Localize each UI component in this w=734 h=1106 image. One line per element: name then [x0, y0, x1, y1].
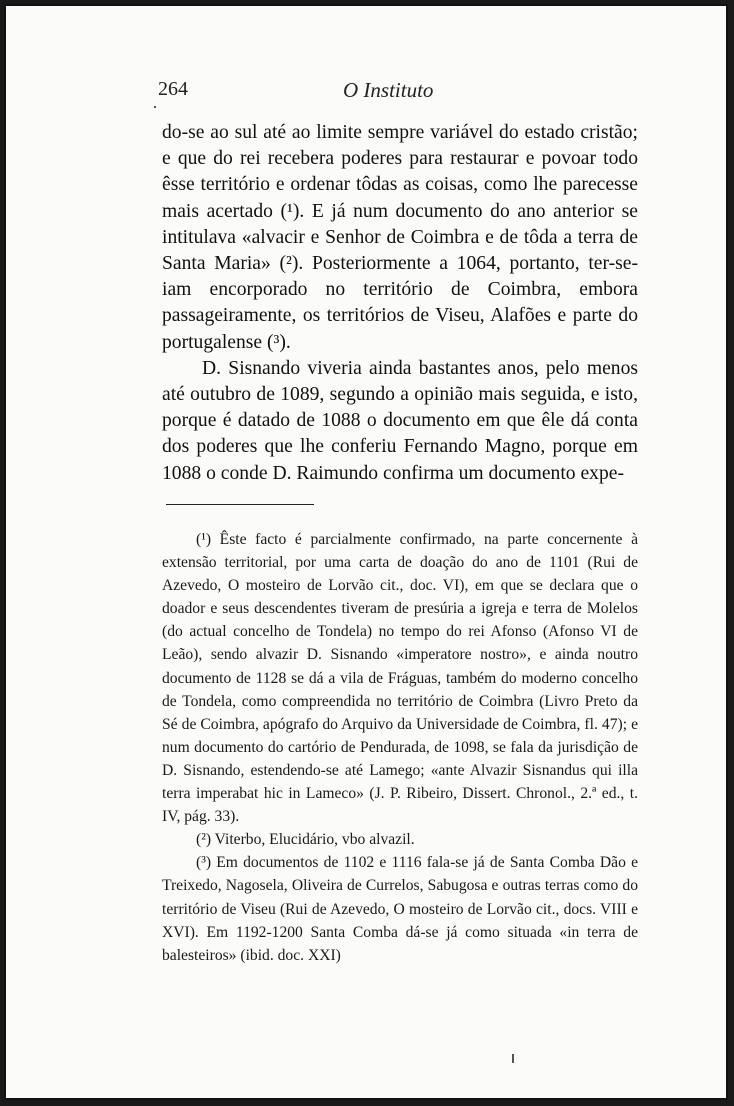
- book-page: [4, 4, 728, 1100]
- footnotes: [162, 528, 638, 967]
- ink-speck: [512, 1054, 514, 1063]
- running-title: O Instituto: [343, 78, 434, 102]
- footnote-separator: [166, 504, 314, 505]
- main-text: [162, 120, 638, 487]
- page-header: [158, 78, 638, 106]
- body-paragraph: do-se ao sul até ao limite sempre variável do estado cristão; e que do rei recebera poderes para restaurar e povoar todo êsse território e ordenar tôdas as coisas, como lhe parecesse mais acertado (¹). E já num documento do ano anterior se intitulava «alvacir e Senhor de Coimbra e de tôda a terra de Santa Maria» (²). Posteriormente a 1064, portanto, ter-se-iam encorporado no território de Coimbra, embora passageiramente, os territórios de Viseu, Alafões e parte do portugalense (³).: [162, 122, 638, 353]
- footnote: (¹) Êste facto é parcialmente confirmado, na parte concernente à extensão territorial, por uma carta de doação do ano de 1101 (Rui de Azevedo, O mosteiro de Lorvão cit., doc. VI), em que se declara que o doador e seus descendentes tiveram de presúria a igreja e terra de Molelos (do actual concelho de Tondela) no tempo do rei Afonso (Afonso VI de Leão), sendo alvazir D. Sisnando «imperatore nostro», e ainda noutro documento de 1128 se dá a vila de Fráguas, também do moderno concelho de Tondela, como compreendida no território de Coimbra (Livro Preto da Sé de Coimbra, apógrafo do Arquivo da Universidade de Coimbra, fl. 47); e num documento do cartório de Pendurada, de 1098, se fala da jurisdição de D. Sisnando, estendendo-se até Lamego; «ante Alvazir Sisnandus qui illa terra imperabat hic in Lameco» (J. P. Ribeiro, Dissert. Chronol., 2.ª ed., t. IV, pág. 33).: [162, 531, 638, 826]
- body-paragraph: D. Sisnando viveria ainda bastantes anos, pelo menos até outubro de 1089, segundo a opinião mais seguida, e isto, porque é datado de 1088 o documento em que êle dá conta dos poderes que lhe conferiu Fernando Magno, porque em 1088 o conde D. Raimundo confirma um documento expe-: [162, 357, 638, 484]
- footnote: (³) Em documentos de 1102 e 1116 fala-se já de Santa Comba Dão e Treixedo, Nagosela, Oliveira de Currelos, Sabugosa e outras terras como do território de Viseu (Rui de Azevedo, O mosteiro de Lorvão cit., docs. VIII e XVI). Em 1192-1200 Santa Comba dá-se já como situada «in terra de balesteiros» (ibid. doc. XXI): [162, 854, 638, 964]
- page-number: 264: [158, 78, 188, 100]
- ink-speck: [154, 106, 156, 108]
- footnote: (²) Viterbo, Elucidário, vbo alvazil.: [196, 831, 415, 849]
